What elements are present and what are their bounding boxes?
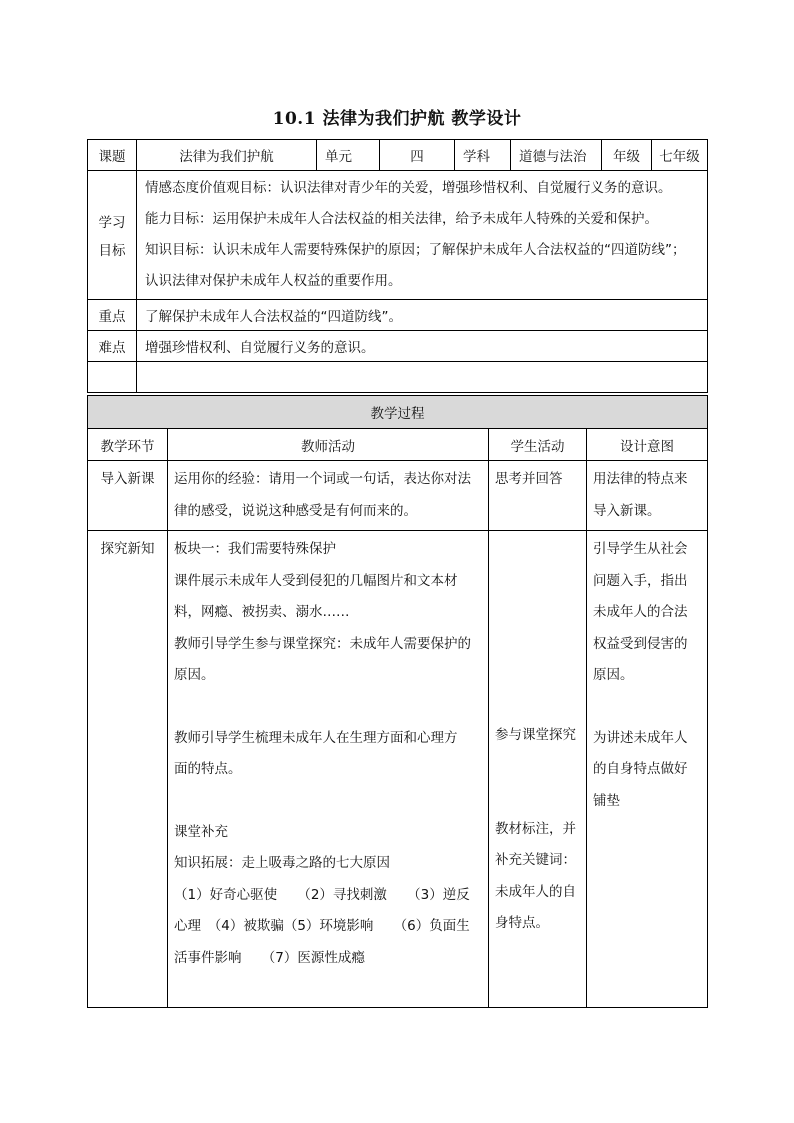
goal-line: 认识法律对保护未成年人权益的重要作用。 <box>145 273 402 289</box>
empty-cell <box>137 362 708 393</box>
key-point-row <box>88 300 708 331</box>
goal-line: 知识目标：认识未成年人需要特殊保护的原因；了解保护未成年人合法权益的“四道防线”； <box>145 242 686 258</box>
explore-stage: 探究新知 <box>88 531 168 1008</box>
explore-teacher: 板块一：我们需要特殊保护 课件展示未成年人受到侵犯的几幅图片和文本材 料，网瘾、被拐卖、溺水…… 教师引导学生参与课堂探究：未成年人需要保护的 原因。 教师引导学生梳理未成年人在生理方面和心理方 面的特点。 课堂补充 知识拓展：走上吸毒之路的七大原因 （1）好奇心驱使 （2）寻找刺激 （3）逆反 心理 （4）被欺骗（5）环境影响 （6）负面生 活事件影响 （7）医源性成瘾 <box>168 531 489 1008</box>
page-title: 10.1 法律为我们护航 教学设计 <box>272 109 522 129</box>
course-info-table <box>87 139 708 393</box>
teaching-process-table <box>87 395 708 1008</box>
grade-label: 年级 <box>602 140 652 171</box>
course-info-row <box>88 140 708 171</box>
header-stage: 教学环节 <box>88 429 168 461</box>
process-title: 教学过程 <box>88 396 708 429</box>
learning-goals-content <box>137 171 708 300</box>
process-header-row <box>88 429 708 461</box>
process-title-row <box>88 396 708 429</box>
intro-stage: 导入新课 <box>88 461 168 531</box>
unit-value: 四 <box>380 140 455 171</box>
goal-line: 能力目标：运用保护未成年人合法权益的相关法律，给予未成年人特殊的关爱和保护。 <box>145 211 658 227</box>
grade-value: 七年级 <box>652 140 708 171</box>
learning-goals-row <box>88 171 708 300</box>
explore-student: 参与课堂探究 教材标注，并 补充关键词： 未成年人的自 身特点。 <box>489 531 587 1008</box>
explore-row <box>88 531 708 1008</box>
explore-intent: 引导学生从社会 问题入手，指出 未成年人的合法 权益受到侵害的 原因。 为讲述未成年人 的自身特点做好 铺垫 <box>587 531 708 1008</box>
unit-label: 单元 <box>317 140 380 171</box>
intro-student: 思考并回答 <box>489 461 587 531</box>
header-intent: 设计意图 <box>587 429 708 461</box>
intro-teacher: 运用你的经验：请用一个词或一句话，表达你对法 律的感受，说说这种感受是有何而来的。 <box>168 461 489 531</box>
intro-intent: 用法律的特点来 导入新课。 <box>587 461 708 531</box>
course-value: 法律为我们护航 <box>137 140 317 171</box>
course-label: 课题 <box>88 140 137 171</box>
learning-goals-label: 学习 目标 <box>88 171 137 300</box>
key-point-text: 了解保护未成年人合法权益的“四道防线”。 <box>137 300 708 331</box>
goal-line: 情感态度价值观目标：认识法律对青少年的关爱，增强珍惜权利、自觉履行义务的意识。 <box>145 180 672 196</box>
subject-label: 学科 <box>455 140 511 171</box>
difficulty-label: 难点 <box>88 331 137 362</box>
header-teacher: 教师活动 <box>168 429 489 461</box>
difficulty-row <box>88 331 708 362</box>
empty-cell <box>88 362 137 393</box>
key-point-label: 重点 <box>88 300 137 331</box>
subject-value: 道德与法治 <box>511 140 602 171</box>
intro-row <box>88 461 708 531</box>
difficulty-text: 增强珍惜权利、自觉履行义务的意识。 <box>137 331 708 362</box>
header-student: 学生活动 <box>489 429 587 461</box>
empty-row <box>88 362 708 393</box>
